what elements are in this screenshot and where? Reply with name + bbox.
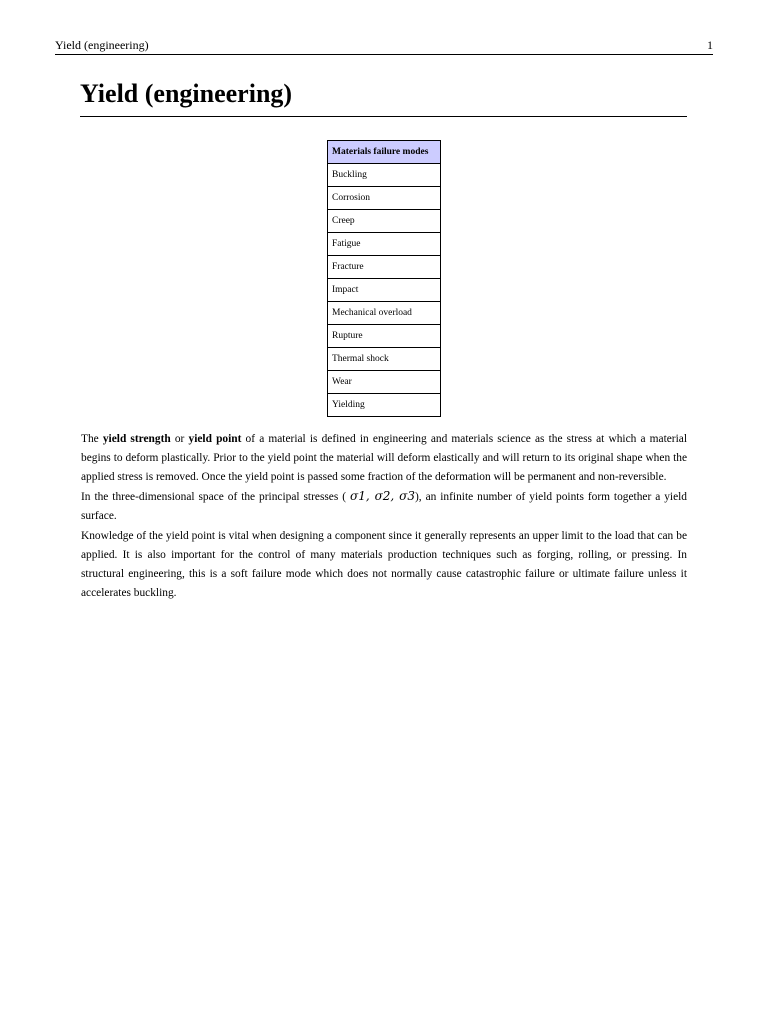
article-body (81, 430, 687, 603)
paragraph-principal-stresses (81, 487, 687, 526)
table-cell[interactable]: Corrosion (328, 187, 441, 210)
table-cell[interactable]: Creep (328, 210, 441, 233)
page-number: 1 (707, 38, 713, 52)
text-run: or (170, 433, 189, 445)
paragraph-knowledge: Knowledge of the yield point is vital when designing a component since it generally represents an upper limit to the load that can be applied. It is also important for the control of many materials production techniques such as forging, rolling, or pressing. In structural engineering, this is a soft failure mode which does not normally cause catastrophic failure or ultimate failure unless it accelerates buckling. (81, 530, 687, 599)
text-run: ), an infinite number of yield points form together a yield surface. (81, 491, 687, 522)
paragraph-intro (81, 430, 687, 487)
term-yield-strength: yield strength (102, 433, 171, 445)
page-title: Yield (engineering) (80, 78, 687, 117)
table-cell[interactable]: Impact (328, 279, 441, 302)
table-cell[interactable]: Fracture (328, 256, 441, 279)
table-cell[interactable]: Wear (328, 371, 441, 394)
table-row (328, 279, 441, 302)
table-row (328, 302, 441, 325)
table-cell[interactable]: Mechanical overload (328, 302, 441, 325)
table-row (328, 164, 441, 187)
table-row (328, 233, 441, 256)
table-cell[interactable]: Fatigue (328, 233, 441, 256)
table-row (328, 348, 441, 371)
text-run: of a material is defined in engineering and materials science as the stress at which a material begins to deform plastically. Prior to the yield point the material will deform elastically and will return to its original shape when the applied stress is removed. Once the yield point is passed some fraction of the deformation will be permanent and non-reversible. (81, 433, 687, 483)
table-cell[interactable]: Rupture (328, 325, 441, 348)
table-row (328, 210, 441, 233)
table-cell[interactable]: Buckling (328, 164, 441, 187)
principal-stresses-formula: σ1, σ2, σ3 (350, 489, 415, 503)
table-row (328, 325, 441, 348)
table-row (328, 187, 441, 210)
table-cell[interactable]: Thermal shock (328, 348, 441, 371)
term-yield-point: yield point (188, 433, 242, 445)
table-cell[interactable]: Yielding (328, 394, 441, 417)
running-header-title: Yield (engineering) (55, 38, 149, 52)
text-run: The (81, 433, 103, 445)
table-row (328, 394, 441, 417)
text-run: In the three-dimensional space of the principal stresses ( (81, 491, 347, 503)
table-row (328, 371, 441, 394)
table-row (328, 256, 441, 279)
table-heading: Materials failure modes (328, 141, 441, 164)
running-header (55, 38, 713, 55)
failure-modes-table (327, 140, 441, 417)
